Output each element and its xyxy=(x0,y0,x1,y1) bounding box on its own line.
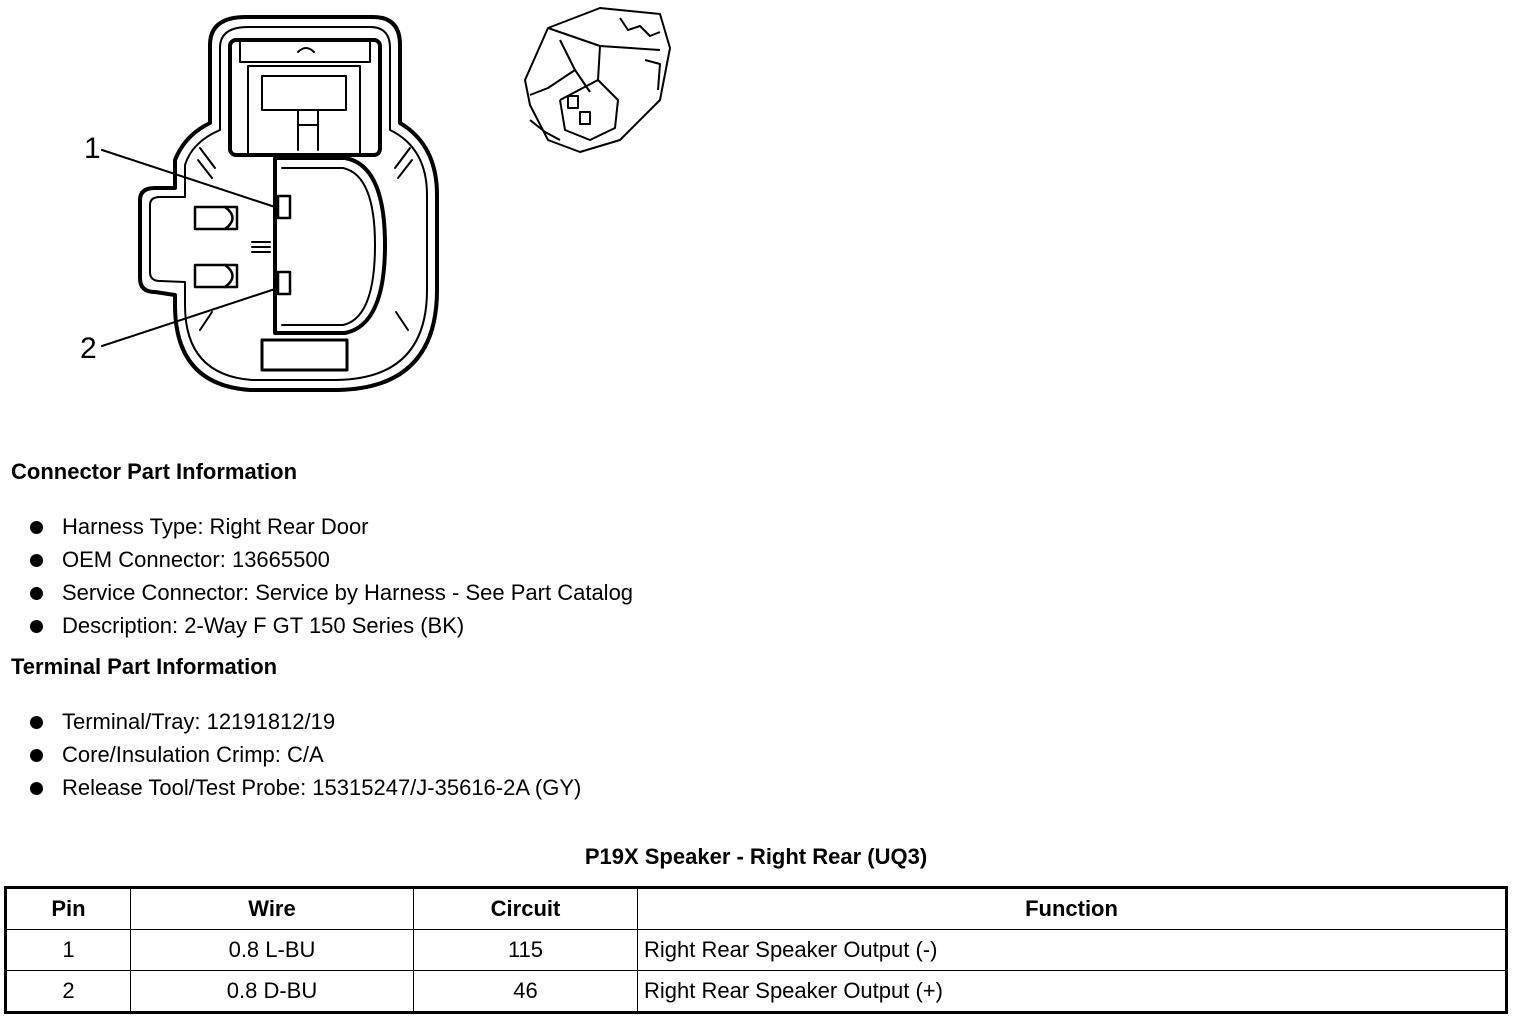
cell-wire: 0.8 L-BU xyxy=(131,930,414,971)
column-header-pin: Pin xyxy=(6,888,131,930)
cell-function: Right Rear Speaker Output (-) xyxy=(638,930,1507,971)
connector-info-title: Connector Part Information xyxy=(11,459,298,484)
bullet-icon xyxy=(30,749,43,762)
connector-info-oem: OEM Connector: 13665500 xyxy=(62,547,330,572)
connector-isometric-view xyxy=(525,8,670,152)
bullet-icon xyxy=(30,620,43,633)
list-item xyxy=(0,514,633,547)
terminal-info-list xyxy=(0,709,581,808)
connector-info-harness: Harness Type: Right Rear Door xyxy=(62,514,369,539)
cell-wire: 0.8 D-BU xyxy=(131,971,414,1013)
table-header-row xyxy=(6,888,1507,930)
connector-info-description: Description: 2-Way F GT 150 Series (BK) xyxy=(62,613,465,638)
pin-2-cavity xyxy=(278,272,290,294)
list-item xyxy=(0,775,581,808)
pin-table-title: P19X Speaker - Right Rear (UQ3) xyxy=(584,844,928,869)
bullet-icon xyxy=(30,554,43,567)
bullet-icon xyxy=(30,521,43,534)
list-item xyxy=(0,709,581,742)
connector-face-diagram xyxy=(0,0,700,420)
pin-table xyxy=(4,886,1508,1014)
connector-inner-outline xyxy=(150,27,427,380)
column-header-wire: Wire xyxy=(131,888,414,930)
list-item xyxy=(0,742,581,775)
bullet-icon xyxy=(30,716,43,729)
cell-function: Right Rear Speaker Output (+) xyxy=(638,971,1507,1013)
cell-circuit: 115 xyxy=(414,930,638,971)
table-row xyxy=(6,971,1507,1013)
connector-info-service: Service Connector: Service by Harness - See Part Catalog xyxy=(62,580,634,605)
terminal-info-tool: Release Tool/Test Probe: 15315247/J-35616-2A (GY) xyxy=(62,775,582,800)
latch-housing xyxy=(230,40,380,155)
column-header-circuit: Circuit xyxy=(414,888,638,930)
bullet-icon xyxy=(30,587,43,600)
pin-2-label: 2 xyxy=(80,332,97,365)
cell-pin: 2 xyxy=(6,971,131,1013)
cell-circuit: 46 xyxy=(414,971,638,1013)
column-header-function: Function xyxy=(638,888,1507,930)
list-item xyxy=(0,547,633,580)
list-item xyxy=(0,580,633,613)
terminal-info-title: Terminal Part Information xyxy=(11,654,278,679)
pin-1-label: 1 xyxy=(84,132,101,165)
connector-info-list xyxy=(0,514,633,646)
pin-1-cavity xyxy=(278,196,290,218)
list-item xyxy=(0,613,633,646)
terminal-info-tray: Terminal/Tray: 12191812/19 xyxy=(62,709,336,734)
terminal-cavity xyxy=(275,158,385,333)
terminal-info-crimp: Core/Insulation Crimp: C/A xyxy=(62,742,324,767)
bullet-icon xyxy=(30,782,43,795)
table-row xyxy=(6,930,1507,971)
cell-pin: 1 xyxy=(6,930,131,971)
